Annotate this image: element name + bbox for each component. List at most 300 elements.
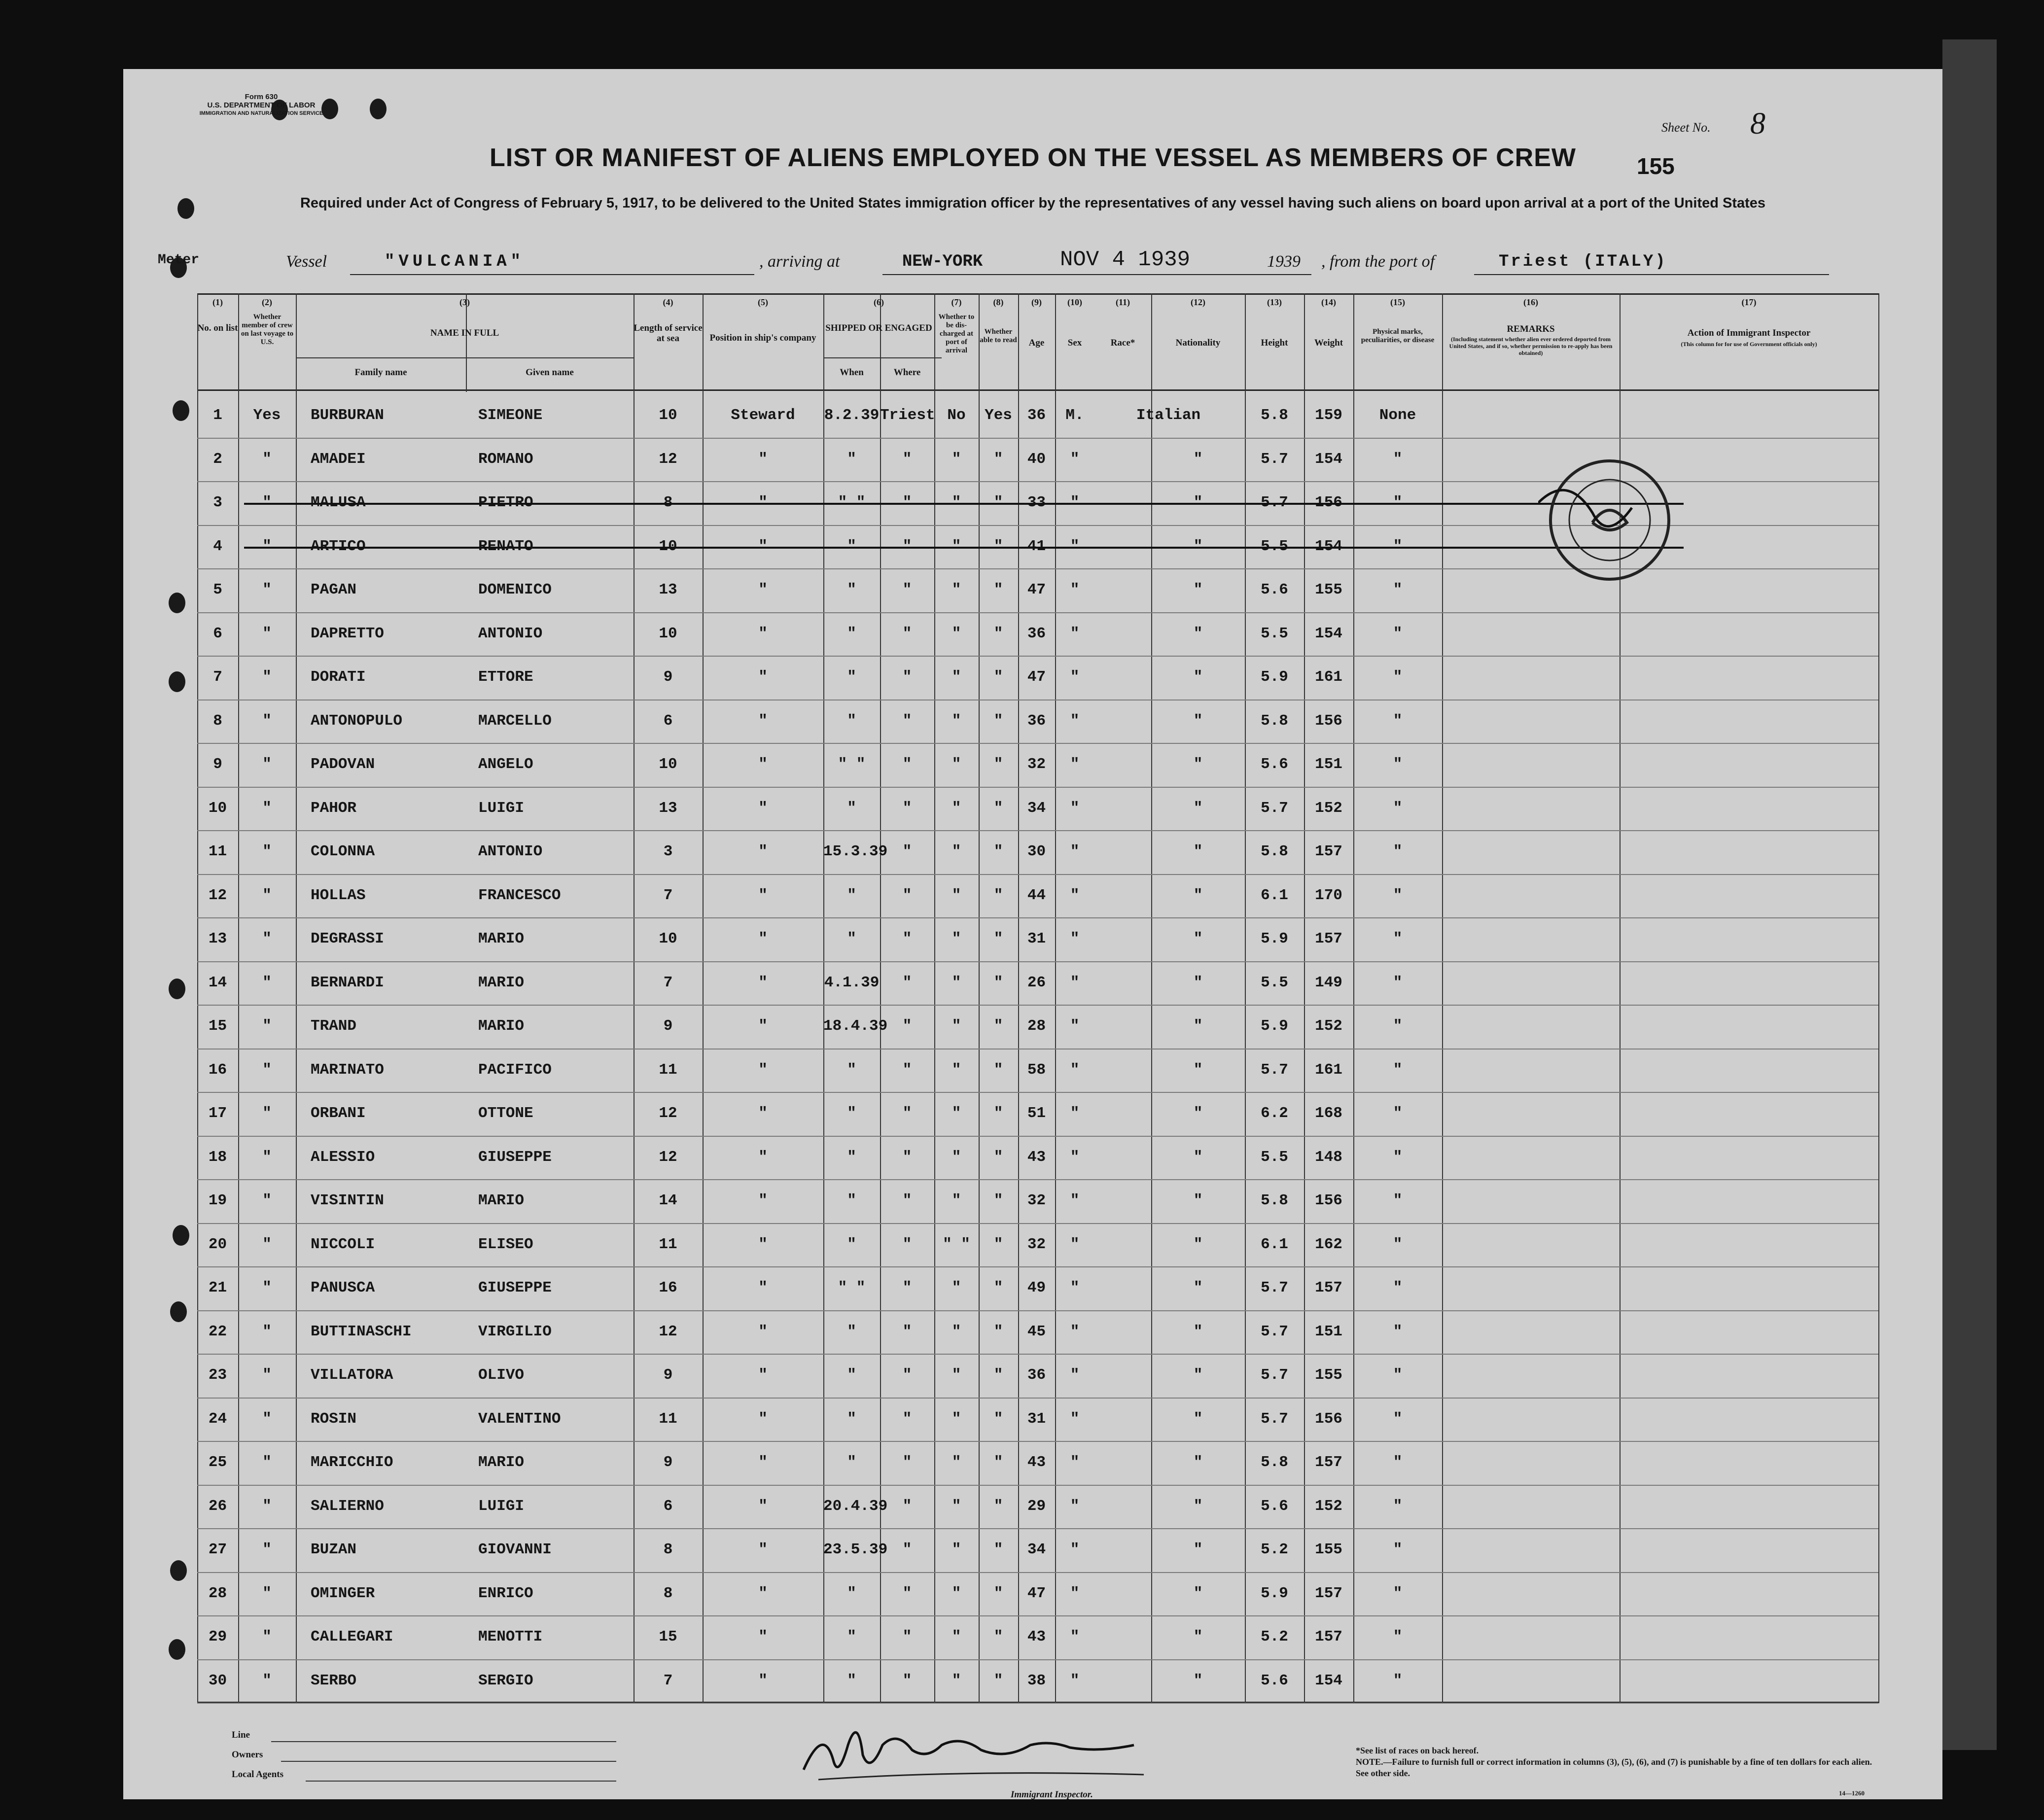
cell-when: 8.2.39 [824,407,880,424]
cell-weight: 161 [1315,668,1342,686]
cell-age: 32 [1027,756,1046,773]
cell-family: TRAND [311,1017,357,1035]
header-race: Race* [1110,338,1135,348]
vessel-label: Vessel [286,252,327,271]
row-rule [197,1005,1878,1006]
cell-sex: " [1070,930,1080,947]
cell-physical: " [1393,1628,1403,1645]
cell-when: " [847,886,856,904]
cell-no: 13 [208,930,227,947]
cell-no: 8 [213,712,222,730]
cell-discharged: " [952,974,961,991]
cell-nationality: " [1193,450,1203,468]
line-label: Line [232,1730,250,1740]
agents-field-rule [306,1781,616,1782]
cell-discharged: " [952,712,961,730]
cell-nationality: " [1193,1235,1203,1253]
table-row [197,1269,1878,1307]
cell-family: OMINGER [311,1584,375,1602]
cell-physical: " [1393,1366,1403,1384]
table-row [197,920,1878,958]
cell-no: 11 [208,843,227,860]
cell-position: " [758,581,768,598]
cell-where: " [902,843,912,860]
cell-member: " [262,1497,272,1515]
strike-through-line [244,547,1684,549]
vessel-underline [350,274,754,275]
table-row [197,877,1878,914]
punch-hole [170,1301,187,1322]
cell-member: " [262,1323,272,1340]
cell-read: " [993,799,1003,817]
cell-physical: " [1393,450,1403,468]
cell-weight: 157 [1315,1454,1342,1471]
cell-where: " [902,1584,912,1602]
cell-position: " [758,1235,768,1253]
cell-member: " [262,1148,272,1166]
cell-nationality: " [1193,1323,1203,1340]
cell-weight: 155 [1315,581,1342,598]
cell-age: 28 [1027,1017,1046,1035]
header-given-name: Given name [526,367,574,378]
cell-weight: 170 [1315,886,1342,904]
table-row [197,1444,1878,1481]
cell-family: PAGAN [311,581,357,598]
row-rule [197,787,1878,788]
form-number: Form 630 [245,93,278,101]
cell-height: 5.6 [1261,1672,1288,1689]
cell-family: MARICCHIO [311,1454,393,1471]
cell-age: 36 [1027,1366,1046,1384]
cell-service: 12 [659,1105,677,1122]
cell-position: " [758,1105,768,1122]
cell-given: GIUSEPPE [478,1279,552,1296]
cell-discharged: " [952,1454,961,1471]
backing-page [1942,39,1997,1750]
column-number: (8) [993,297,1004,307]
column-number: (7) [951,297,962,307]
row-rule [197,1615,1878,1616]
cell-when: " [847,930,856,947]
cell-where: " [902,1628,912,1645]
cell-position: " [758,1672,768,1689]
header-age: Age [1028,338,1045,348]
header-member-last-voyage: Whether member of crew on last voyage to U.S. [241,313,294,346]
row-rule [197,1136,1878,1137]
cell-weight: 156 [1315,1192,1342,1209]
cell-height: 5.2 [1261,1541,1288,1558]
cell-given: VALENTINO [478,1410,561,1428]
cell-no: 2 [213,450,222,468]
cell-discharged: " [952,1410,961,1428]
from-underline [1474,274,1829,275]
header-length-of-service: Length of service at sea [634,323,703,344]
column-number: (6) [874,297,884,307]
table-row [197,702,1878,740]
cell-read: " [993,1061,1003,1079]
cell-age: 43 [1027,1454,1046,1471]
cell-no: 21 [208,1279,227,1296]
cell-member: " [262,1279,272,1296]
cell-position: " [758,930,768,947]
cell-member: " [262,581,272,598]
cell-given: GIUSEPPE [478,1148,552,1166]
header-where: Where [893,367,921,378]
cell-discharged: " [952,1323,961,1340]
sheet-number: 8 [1750,107,1765,140]
cell-given: ENRICO [478,1584,533,1602]
cell-family: PANUSCA [311,1279,375,1296]
cell-weight: 161 [1315,1061,1342,1079]
cell-age: 47 [1027,1584,1046,1602]
cell-member: " [262,668,272,686]
cell-read: " [993,712,1003,730]
cell-discharged: " [952,799,961,817]
cell-read: " [993,1235,1003,1253]
table-row [197,1488,1878,1525]
column-number: (13) [1267,297,1282,307]
cell-when: " [847,1105,856,1122]
cell-sex: " [1070,1672,1080,1689]
header-remarks-note: (Including statement whether alien ever ordered deported from United States, and if so, whether permission to re-apply has been obtained) [1449,336,1613,356]
header-action-of-inspector: Action of Immigrant Inspector [1687,328,1811,338]
cell-position: " [758,1497,768,1515]
cell-given: PACIFICO [478,1061,552,1079]
cell-height: 6.1 [1261,1235,1288,1253]
punch-hole [170,1560,187,1581]
cell-physical: " [1393,1105,1403,1122]
cell-when: 20.4.39 [823,1497,888,1515]
cell-discharged: " [952,1541,961,1558]
cell-weight: 148 [1315,1148,1342,1166]
cell-no: 16 [208,1061,227,1079]
cell-weight: 156 [1315,1410,1342,1428]
cell-service: 9 [663,1454,673,1471]
cell-where: " [902,930,912,947]
cell-family: BUZAN [311,1541,357,1558]
cell-given: MARCELLO [478,712,552,730]
cell-where: " [902,450,912,468]
cell-member: " [262,1235,272,1253]
cell-no: 27 [208,1541,227,1558]
cell-age: 34 [1027,1541,1046,1558]
cell-physical: " [1393,1672,1403,1689]
cell-age: 34 [1027,799,1046,817]
cell-read: " [993,1584,1003,1602]
cell-no: 18 [208,1148,227,1166]
cell-when: " [847,668,856,686]
races-note: *See list of races on back hereof. [1356,1746,1479,1755]
cell-service: 9 [663,1366,673,1384]
cell-discharged: " [952,1584,961,1602]
column-divider [1878,293,1879,1703]
cell-height: 5.2 [1261,1628,1288,1645]
cell-height: 5.5 [1261,974,1288,991]
header-position: Position in ship's company [709,333,816,343]
cell-sex: " [1070,1017,1080,1035]
cell-weight: 156 [1315,712,1342,730]
cell-family: PAHOR [311,799,357,817]
cell-where: " [902,1105,912,1122]
cell-read: " [993,1454,1003,1471]
arriving-underline [882,274,1311,275]
cell-height: 5.7 [1261,1410,1288,1428]
cell-nationality: " [1193,1454,1203,1471]
column-number: (3) [459,297,470,307]
owners-field-rule [281,1761,616,1762]
row-rule [197,961,1878,962]
cell-weight: 154 [1315,450,1342,468]
cell-weight: 154 [1315,625,1342,642]
cell-when: " [847,1454,856,1471]
form-identifier [182,93,340,118]
cell-family: DORATI [311,668,366,686]
cell-physical: " [1393,625,1403,642]
cell-read: " [993,1017,1003,1035]
row-rule [197,1572,1878,1573]
cell-given: ETTORE [478,668,533,686]
cell-height: 5.7 [1261,1323,1288,1340]
cell-service: 10 [659,625,677,642]
row-rule [197,1659,1878,1660]
row-rule [197,1703,1878,1704]
cell-read: " [993,1497,1003,1515]
cell-sex: " [1070,1105,1080,1122]
cell-service: 12 [659,1148,677,1166]
cell-when: 18.4.39 [823,1017,888,1035]
cell-no: 4 [213,537,222,555]
cell-read: " [993,1672,1003,1689]
cell-sex: " [1070,1541,1080,1558]
cell-weight: 151 [1315,756,1342,773]
cell-service: 11 [659,1061,677,1079]
cell-physical: " [1393,581,1403,598]
cell-member: " [262,712,272,730]
cell-physical: " [1393,1584,1403,1602]
cell-family: ANTONOPULO [311,712,403,730]
cell-nationality: " [1193,581,1203,598]
cell-discharged: " [952,581,961,598]
cell-read: " [993,756,1003,773]
cell-discharged: " [952,843,961,860]
cell-nationality: " [1193,799,1203,817]
cell-nationality: " [1193,1279,1203,1296]
owners-label: Owners [232,1750,263,1760]
column-number: (16) [1523,297,1538,307]
cell-service: 14 [659,1192,677,1209]
cell-where: " [902,886,912,904]
cell-height: 5.7 [1261,1366,1288,1384]
cell-nationality: " [1193,886,1203,904]
table-row [197,397,1878,434]
consulate-seal [1538,449,1681,592]
cell-where: " [902,625,912,642]
table-row [197,659,1878,696]
cell-given: MARIO [478,1454,525,1471]
cell-sex: " [1070,1235,1080,1253]
cell-member: " [262,1410,272,1428]
cell-family: BUTTINASCHI [311,1323,412,1340]
cell-nationality: " [1193,1061,1203,1079]
cell-read: " [993,1628,1003,1645]
cell-discharged: " [952,1628,961,1645]
cell-physical: " [1393,930,1403,947]
punch-hole [169,979,185,999]
cell-discharged: " [952,1017,961,1035]
cell-where: " [902,756,912,773]
cell-read: " [993,581,1003,598]
table-row [197,1008,1878,1045]
cell-height: 5.8 [1261,843,1288,860]
cell-discharged: " " [943,1235,970,1253]
cell-weight: 152 [1315,1497,1342,1515]
cell-position: " [758,1410,768,1428]
cell-family: SALIERNO [311,1497,384,1515]
cell-physical: " [1393,1541,1403,1558]
cell-when: " [847,450,856,468]
header-able-to-read: Whether able to read [980,328,1017,344]
cell-given: MARIO [478,1192,525,1209]
cell-given: OLIVO [478,1366,525,1384]
cell-physical: " [1393,1323,1403,1340]
cell-height: 5.7 [1261,450,1288,468]
cell-position: " [758,625,768,642]
cell-when: " [847,1628,856,1645]
cell-nationality: " [1193,1366,1203,1384]
cell-given: ROMANO [478,450,533,468]
cell-given: LUIGI [478,1497,525,1515]
cell-member: " [262,1584,272,1602]
cell-read: " [993,1541,1003,1558]
cell-sex: " [1070,625,1080,642]
cell-service: 12 [659,450,677,468]
cell-where: " [902,1061,912,1079]
vessel-info-line [153,246,1829,276]
cell-age: 36 [1027,625,1046,642]
cell-height: 5.6 [1261,1497,1288,1515]
table-row [197,1051,1878,1089]
cell-height: 5.7 [1261,1061,1288,1079]
cell-physical: " [1393,756,1403,773]
manifest-sheet [123,69,1942,1799]
table-row [197,790,1878,827]
column-number: (15) [1390,297,1405,307]
cell-family: BURBURAN [311,407,384,424]
header-when: When [840,367,864,378]
from-label: , from the port of [1321,252,1435,271]
cell-weight: 157 [1315,843,1342,860]
cell-age: 29 [1027,1497,1046,1515]
header-sex: Sex [1067,338,1082,348]
table-row [197,1357,1878,1394]
cell-given: MARIO [478,1017,525,1035]
cell-family: PADOVAN [311,756,375,773]
table-top-border [197,293,1878,295]
cell-height: 5.7 [1261,1279,1288,1296]
cell-age: 38 [1027,1672,1046,1689]
header-shipped-or-engaged: SHIPPED OR ENGAGED [825,323,932,333]
cell-weight: 155 [1315,1366,1342,1384]
cell-position: " [758,1061,768,1079]
cell-height: 5.8 [1261,407,1288,424]
name-subheader-rule [296,357,634,358]
cell-height: 5.6 [1261,756,1288,773]
row-rule [197,830,1878,831]
cell-sex: M. [1065,407,1084,424]
cell-where: " [902,668,912,686]
cell-age: 31 [1027,930,1046,947]
cell-sex: " [1070,1061,1080,1079]
cell-no: 26 [208,1497,227,1515]
cell-discharged: " [952,1061,961,1079]
cell-age: 44 [1027,886,1046,904]
cell-given: SIMEONE [478,407,543,424]
cell-physical: " [1393,799,1403,817]
cell-member: " [262,799,272,817]
cell-when: " [847,1192,856,1209]
cell-family: DAPRETTO [311,625,384,642]
cell-physical: " [1393,1235,1403,1253]
cell-position: " [758,1541,768,1558]
cell-where: " [902,581,912,598]
row-rule [197,612,1878,613]
cell-weight: 157 [1315,1628,1342,1645]
cell-no: 25 [208,1454,227,1471]
cell-member: " [262,974,272,991]
cell-given: VIRGILIO [478,1323,552,1340]
cell-service: 13 [659,799,677,817]
cell-physical: " [1393,1410,1403,1428]
cell-when: 23.5.39 [823,1541,888,1558]
document-subtitle: Required under Act of Congress of February 5, 1917, to be delivered to the United States immigration officer by the representatives of any vessel having such aliens on board upon arrival at a port of the United States [300,195,1766,211]
cell-height: 5.5 [1261,625,1288,642]
cell-height: 6.1 [1261,886,1288,904]
cell-member: " [262,625,272,642]
header-action-note: (This column for for use of Government officials only) [1681,341,1817,348]
cell-nationality: " [1193,1584,1203,1602]
row-rule [197,1049,1878,1050]
cell-given: FRANCESCO [478,886,561,904]
cell-age: 26 [1027,974,1046,991]
cell-no: 20 [208,1235,227,1253]
cell-service: 7 [663,974,673,991]
cell-sex: " [1070,712,1080,730]
column-number: (17) [1741,297,1757,307]
cell-sex: " [1070,1410,1080,1428]
cell-nationality: " [1193,1148,1203,1166]
cell-no: 23 [208,1366,227,1384]
cell-sex: " [1070,1366,1080,1384]
cell-weight: 168 [1315,1105,1342,1122]
cell-given: ANGELO [478,756,533,773]
cell-when: " " [838,1279,866,1296]
sheet-label: Sheet No. [1661,120,1711,135]
row-rule [197,743,1878,744]
cell-sex: " [1070,1584,1080,1602]
cell-discharged: No [947,407,966,424]
cell-where: " [902,1410,912,1428]
cell-sex: " [1070,1323,1080,1340]
cell-family: CALLEGARI [311,1628,393,1645]
cell-given: DOMENICO [478,581,552,598]
cell-age: 31 [1027,1410,1046,1428]
cell-member: " [262,930,272,947]
cell-service: 3 [663,843,673,860]
cell-when: " [847,1323,856,1340]
cell-weight: 157 [1315,930,1342,947]
cell-physical: " [1393,886,1403,904]
cell-sex: " [1070,450,1080,468]
